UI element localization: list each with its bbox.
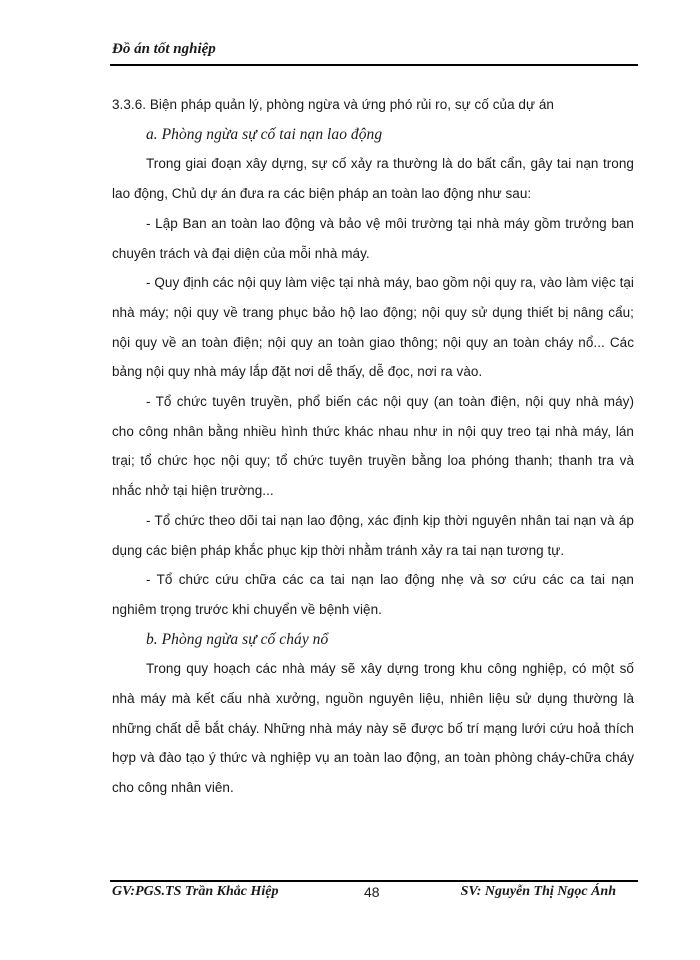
footer-divider [110, 880, 638, 882]
paragraph: - Tổ chức cứu chữa các ca tai nạn lao động nhẹ và sơ cứu các ca tai nạn nghiêm trọng trước khi chuyển về bệnh viện. [112, 572, 634, 617]
subheading-b: b. Phòng ngừa sự cố cháy nổ [146, 630, 329, 648]
paragraph: - Lập Ban an toàn lao động và bảo vệ môi trường tại nhà máy gồm trưởng ban chuyên trách và đại diện của mỗi nhà máy. [112, 215, 634, 261]
paragraph: - Quy định các nội quy làm việc tại nhà máy, bao gồm nội quy ra, vào làm việc tại nhà máy; nội quy về trang phục bảo hộ lao động; nội quy sử dụng thiết bị nâng cẩu; nội quy về an toàn điện; nội quy an toàn giao thông; nội quy an toàn cháy nổ... Các bảng nội quy nhà máy lắp đặt nơi dễ thấy, dễ đọc, nơi ra vào. [112, 275, 634, 380]
page-body [112, 90, 634, 803]
paragraph: - Tổ chức theo dõi tai nạn lao động, xác định kịp thời nguyên nhân tai nạn và áp dụng các biện pháp khắc phục kịp thời nhằm tránh xảy ra tai nạn tương tự. [112, 512, 634, 558]
paragraph: Trong quy hoạch các nhà máy sẽ xây dựng trong khu công nghiệp, có một số nhà máy mà kết cấu nhà xưởng, nguồn nguyên liệu, nhiên liệu sử dụng thường là những chất dễ bắt cháy. Những nhà máy này sẽ được bố trí mạng lưới cứu hoả thích hợp và đào tạo ý thức và nghiệp vụ an toàn lao động, an toàn phòng cháy-chữa cháy cho công nhân viên. [112, 661, 634, 796]
header-divider [110, 64, 638, 66]
footer-student: SV: Nguyễn Thị Ngọc Ánh [460, 884, 616, 899]
subheading-a: a. Phòng ngừa sự cố tai nạn lao động [146, 125, 383, 143]
paragraph: - Tổ chức tuyên truyền, phổ biến các nội quy (an toàn điện, nội quy nhà máy) cho công nhân bằng nhiều hình thức khác nhau như in nội quy treo tại nhà máy, lán trại; tổ chức học nội quy; tổ chức tuyên truyền bằng loa phóng thanh; thanh tra và nhắc nhở tại hiện trường... [112, 394, 634, 499]
page-number: 48 [364, 884, 380, 900]
section-heading: 3.3.6. Biện pháp quản lý, phòng ngừa và ứng phó rủi ro, sự cố của dự án [112, 97, 554, 112]
document-header-title: Đồ án tốt nghiệp [112, 41, 216, 57]
paragraph: Trong giai đoạn xây dựng, sự cố xảy ra thường là do bất cẩn, gây tai nạn trong lao động, Chủ dự án đưa ra các biện pháp an toàn lao động như sau: [112, 156, 634, 202]
footer-supervisor: GV:PGS.TS Trần Khắc Hiệp [112, 884, 279, 899]
